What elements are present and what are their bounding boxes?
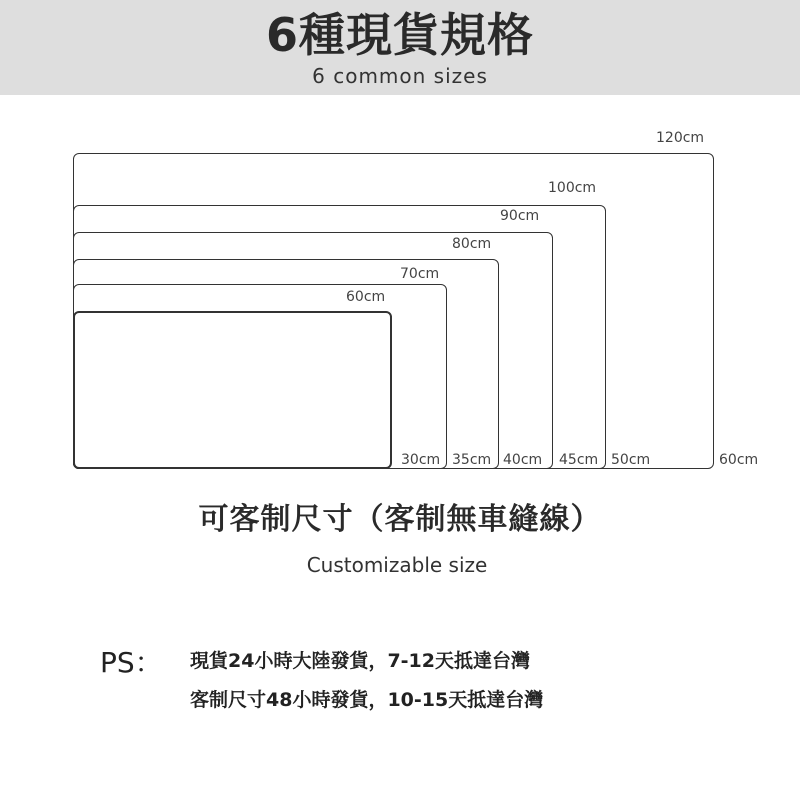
customizable-title: 可客制尺寸（客制無車縫線） [198, 502, 602, 537]
ps-note-custom: 客制尺寸48小時發貨，10-15天抵達台灣 [190, 689, 544, 711]
ps-note-stock: 現貨24小時大陸發貨，7-12天抵達台灣 [190, 650, 530, 672]
width-label-70: 70cm [400, 266, 440, 282]
header-banner [0, 0, 800, 95]
width-label-60: 60cm [346, 289, 386, 305]
height-label-40: 40cm [503, 452, 543, 468]
page-subtitle: 6 common sizes [312, 64, 488, 88]
width-label-100: 100cm [548, 180, 597, 196]
height-label-50: 50cm [611, 452, 651, 468]
width-label-80: 80cm [452, 236, 492, 252]
height-label-45: 45cm [559, 452, 599, 468]
width-label-120: 120cm [656, 130, 705, 146]
page-title: 6種現貨規格 [265, 8, 534, 62]
ps-label: PS： [100, 646, 163, 679]
height-label-60: 60cm [719, 452, 759, 468]
customizable-subtitle: Customizable size [306, 553, 488, 577]
size-rect-60x30 [73, 311, 392, 469]
height-label-35: 35cm [452, 452, 492, 468]
height-label-30: 30cm [401, 452, 441, 468]
width-label-90: 90cm [500, 208, 540, 224]
